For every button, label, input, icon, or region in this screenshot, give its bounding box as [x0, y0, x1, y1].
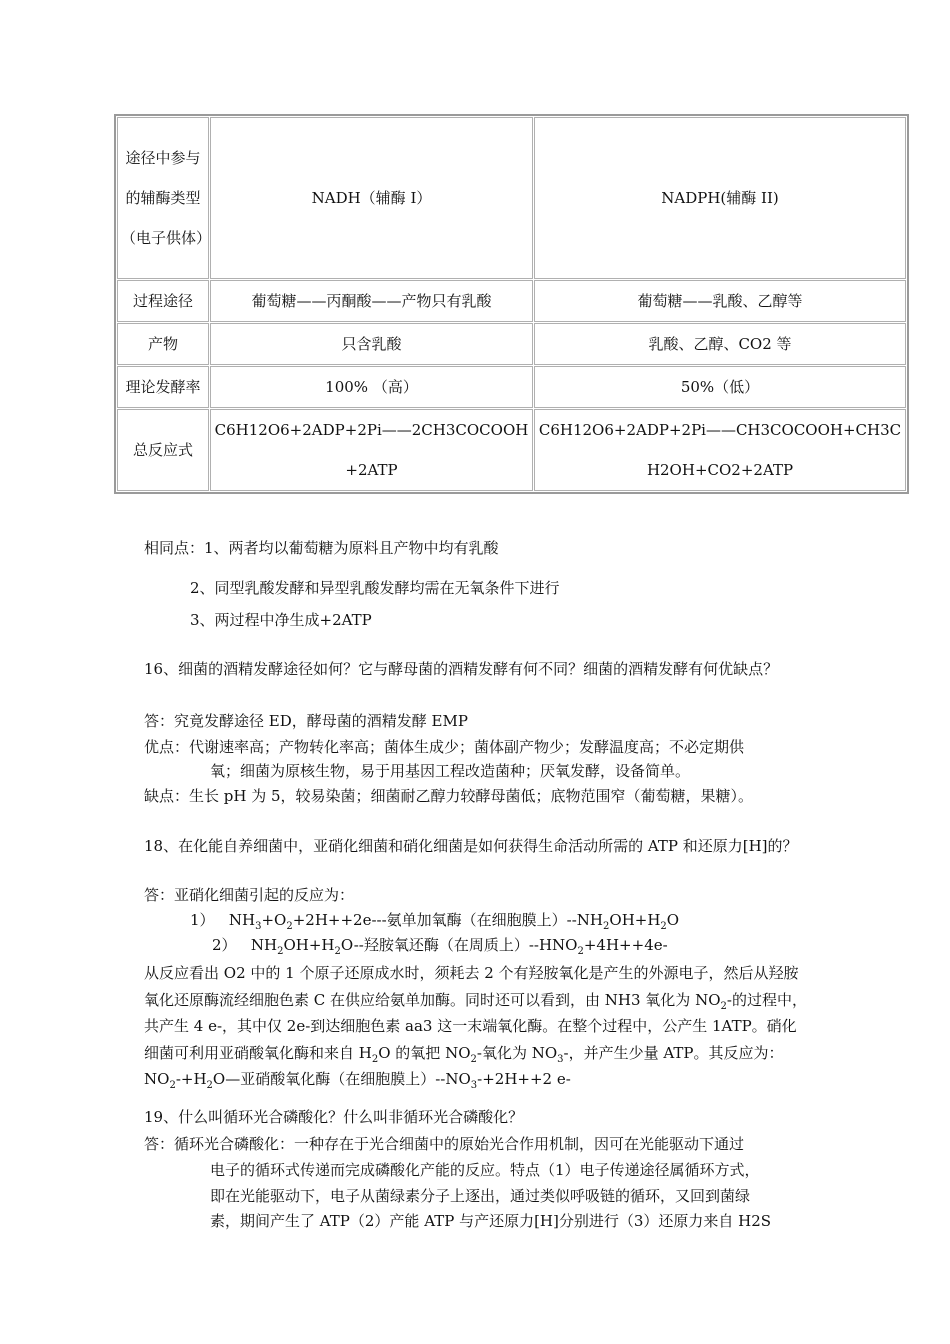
subscript: 2 — [277, 946, 284, 957]
table-row — [117, 117, 906, 279]
table-cell: 过程途径 — [117, 280, 209, 322]
explanation-text: -的过程中，共产生 4 e-，其中仅 2e-到达细胞色素 aa3 这一末端氧化酶。在整个过程中，公产生 1ATP。硝化细菌可利用亚硝酸氧化酶和来自 H — [144, 990, 807, 1062]
q18-answer-intro: 答：亚硝化细菌引起的反应为： — [144, 886, 355, 904]
reaction-number: 2） — [212, 936, 237, 954]
formula-text: +4H++4e- — [583, 936, 668, 954]
table-row — [117, 409, 906, 491]
table-row — [117, 323, 906, 365]
subscript: 3 — [470, 1080, 478, 1091]
explanation-text: -氧化为 NO — [476, 1043, 558, 1062]
subscript: 2 — [577, 946, 584, 957]
subscript: 2 — [720, 1000, 727, 1012]
comparison-table — [114, 114, 909, 494]
similarity-point-2: 2、同型乳酸发酵和异型乳酸发酵均需在无氧条件下进行 — [190, 579, 560, 597]
subscript: 2 — [169, 1080, 176, 1091]
subscript: 3 — [557, 1053, 564, 1065]
table-cell: C6H12O6+2ADP+2Pi——2CH3COCOOH+2ATP — [210, 409, 533, 491]
q16-question: 16、细菌的酒精发酵途径如何？它与酵母菌的酒精发酵有何不同？细菌的酒精发酵有何优缺点？ — [144, 660, 779, 678]
subscript: 2 — [286, 921, 293, 932]
table-cell: NADH（辅酶 I） — [210, 117, 533, 279]
subscript: 2 — [371, 1053, 379, 1065]
q19-question: 19、什么叫循环光合磷酸化？什么叫非循环光合磷酸化？ — [144, 1108, 524, 1126]
table-row — [117, 280, 906, 322]
formula-text: OH+H — [609, 911, 661, 929]
formula-text: OH+H — [283, 936, 335, 954]
q18-reaction-1 — [190, 909, 679, 931]
subscript: 2 — [334, 946, 341, 957]
table-cell: NADPH(辅酶 II) — [534, 117, 906, 279]
explanation-text: -+2H++2 e- — [477, 1070, 571, 1088]
subscript: 2 — [660, 921, 667, 932]
explanation-text: 从反应看出 O2 中的 1 个原子还原成水时，须耗去 2 个有羟胺氧化是产生的外源电子，然后从羟胺氧化还原酶流经细胞色素 C 在供应给氨单加酶。同时还可以看到，由 NH3 氧化为 NO — [144, 964, 799, 1009]
q16-cons: 缺点：生长 pH 为 5，较易染菌；细菌耐乙醇力较酵母菌低；底物范围窄（葡萄糖，果糖）。 — [144, 787, 754, 805]
subscript: 3 — [255, 921, 262, 932]
q18-explanation — [144, 960, 808, 1093]
q19-answer-line-1: 答：循环光合磷酸化：一种存在于光合细菌中的原始光合作用机制，因可在光能驱动下通过 — [144, 1135, 745, 1153]
table-cell: 乳酸、乙醇、CO2 等 — [534, 323, 906, 365]
formula-text: NH — [228, 911, 256, 929]
q19-answer-line-4: 素，期间产生了 ATP（2）产能 ATP 与产还原力[H]分别进行（3）还原力来自 H2S — [210, 1212, 772, 1230]
explanation-text: O—亚硝酸氧化酶（在细胞膜上）--NO — [212, 1070, 471, 1088]
q19-answer-line-2: 电子的循环式传递而完成磷酸化产能的反应。特点（1）电子传递途径属循环方式， — [210, 1161, 760, 1179]
similarity-point-3: 3、两过程中净生成+2ATP — [190, 611, 372, 629]
table-cell: 途径中参与的辅酶类型（电子供体） — [117, 117, 209, 279]
table-cell: 理论发酵率 — [117, 366, 209, 408]
q16-pros-line-1: 优点：代谢速率高；产物转化率高；菌体生成少；菌体副产物少；发酵温度高；不必定期供 — [144, 738, 745, 756]
formula-text: +O — [261, 911, 287, 929]
table-cell: 产物 — [117, 323, 209, 365]
explanation-text: O 的氧把 NO — [378, 1043, 471, 1062]
q16-pros-line-2: 氧；细菌为原核生物，易于用基因工程改造菌种；厌氧发酵，设备简单。 — [210, 762, 691, 780]
similarity-point-1: 相同点：1、两者均以葡萄糖为原料且产物中均有乳酸 — [144, 539, 499, 557]
formula-text: O — [666, 911, 680, 929]
subscript: 2 — [603, 921, 610, 932]
table-cell: 总反应式 — [117, 409, 209, 491]
table-cell: 葡萄糖——乳酸、乙醇等 — [534, 280, 906, 322]
q18-question: 18、在化能自养细菌中，亚硝化细菌和硝化细菌是如何获得生命活动所需的 ATP 和还原力[H]的？ — [144, 837, 798, 855]
q18-reaction-2 — [212, 934, 668, 956]
table-cell: 只含乳酸 — [210, 323, 533, 365]
q19-answer-line-3: 即在光能驱动下，电子从菌绿素分子上逐出，通过类似呼吸链的循环，又回到菌绿 — [210, 1187, 751, 1205]
explanation-text: -+H — [175, 1070, 207, 1088]
table-cell: 50%（低） — [534, 366, 906, 408]
table-cell: 葡萄糖——丙酮酸——产物只有乳酸 — [210, 280, 533, 322]
formula-text: O--羟胺氧还酶（在周质上）--HNO — [340, 936, 578, 954]
table-cell: 100% （高） — [210, 366, 533, 408]
q16-answer: 答：究竟发酵途径 ED，酵母菌的酒精发酵 EMP — [144, 712, 468, 730]
formula-text: +2H++2e---氨单加氧酶（在细胞膜上）--NH — [292, 911, 604, 929]
reaction-number: 1） — [190, 911, 215, 929]
explanation-text: -，并产生少量 ATP。其反应为：NO — [144, 1043, 784, 1088]
table-row — [117, 366, 906, 408]
table-cell: C6H12O6+2ADP+2Pi——CH3COCOOH+CH3CH2OH+CO2+2ATP — [534, 409, 906, 491]
subscript: 2 — [206, 1080, 213, 1091]
formula-text: NH — [250, 936, 278, 954]
subscript: 2 — [470, 1053, 477, 1065]
